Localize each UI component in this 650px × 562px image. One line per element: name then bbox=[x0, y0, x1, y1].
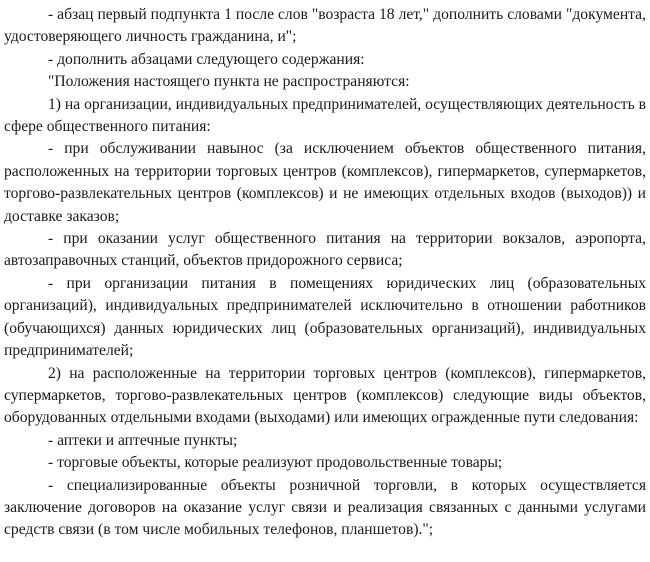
paragraph-add-clauses: - дополнить абзацами следующего содержания: bbox=[48, 50, 365, 68]
paragraph-telecom-stores: - специализированные объекты розничной торговли, в которых осуществляется заключение договоров на оказание услуг связи и реализация связанных с данными услугами средств связи (в том числе мобильных телефонов, планшетов)."; bbox=[4, 476, 646, 539]
paragraph-stations-airport: - при оказании услуг общественного питания на территории вокзалов, аэропорта, автозаправочных станций, объектов придорожного сервиса; bbox=[4, 230, 646, 270]
paragraph-pharmacies: - аптеки и аптечные пункты; bbox=[48, 431, 238, 449]
paragraph-item-1-catering: 1) на организации, индивидуальных предпринимателей, осуществляющих деятельность в сфере общественного питания: bbox=[4, 95, 646, 136]
paragraph-amend-first-clause: - абзац первый подпункта 1 после слов "возраста 18 лет," дополнить словами "документа, удостоверяющего личность гражданина, и"; bbox=[4, 6, 646, 46]
paragraph-item-2-shopping-centers: 2) на расположенные на территории торговых центров (комплексов), гипермаркетов, супермаркетов, торгово-развлекательных центров (комплексов) следующие виды объектов, оборудованных отдельными входами (выходами) или имеющих огражденные пути следования: bbox=[4, 364, 646, 427]
paragraph-employee-catering: - при организации питания в помещениях юридических лиц (образовательных организаций), индивидуальных предпринимателей исключительно в отношении работников (обучающихся) данных юридических лиц (образовательных организаций), индивидуальных предпринимателей; bbox=[4, 274, 646, 360]
paragraph-provisions-not-applied: "Положения настоящего пункта не распространяются: bbox=[48, 73, 410, 91]
paragraph-food-stores: - торговые объекты, которые реализуют продовольственные товары; bbox=[48, 454, 503, 472]
paragraph-takeaway-service: - при обслуживании навынос (за исключением объектов общественного питания, расположенных на территории торговых центров (комплексов), гипермаркетов, супермаркетов, торгово-развлекательных центров (комплексов) и не имеющих отдельных входов (выходов)) и доставке заказов; bbox=[4, 140, 646, 225]
